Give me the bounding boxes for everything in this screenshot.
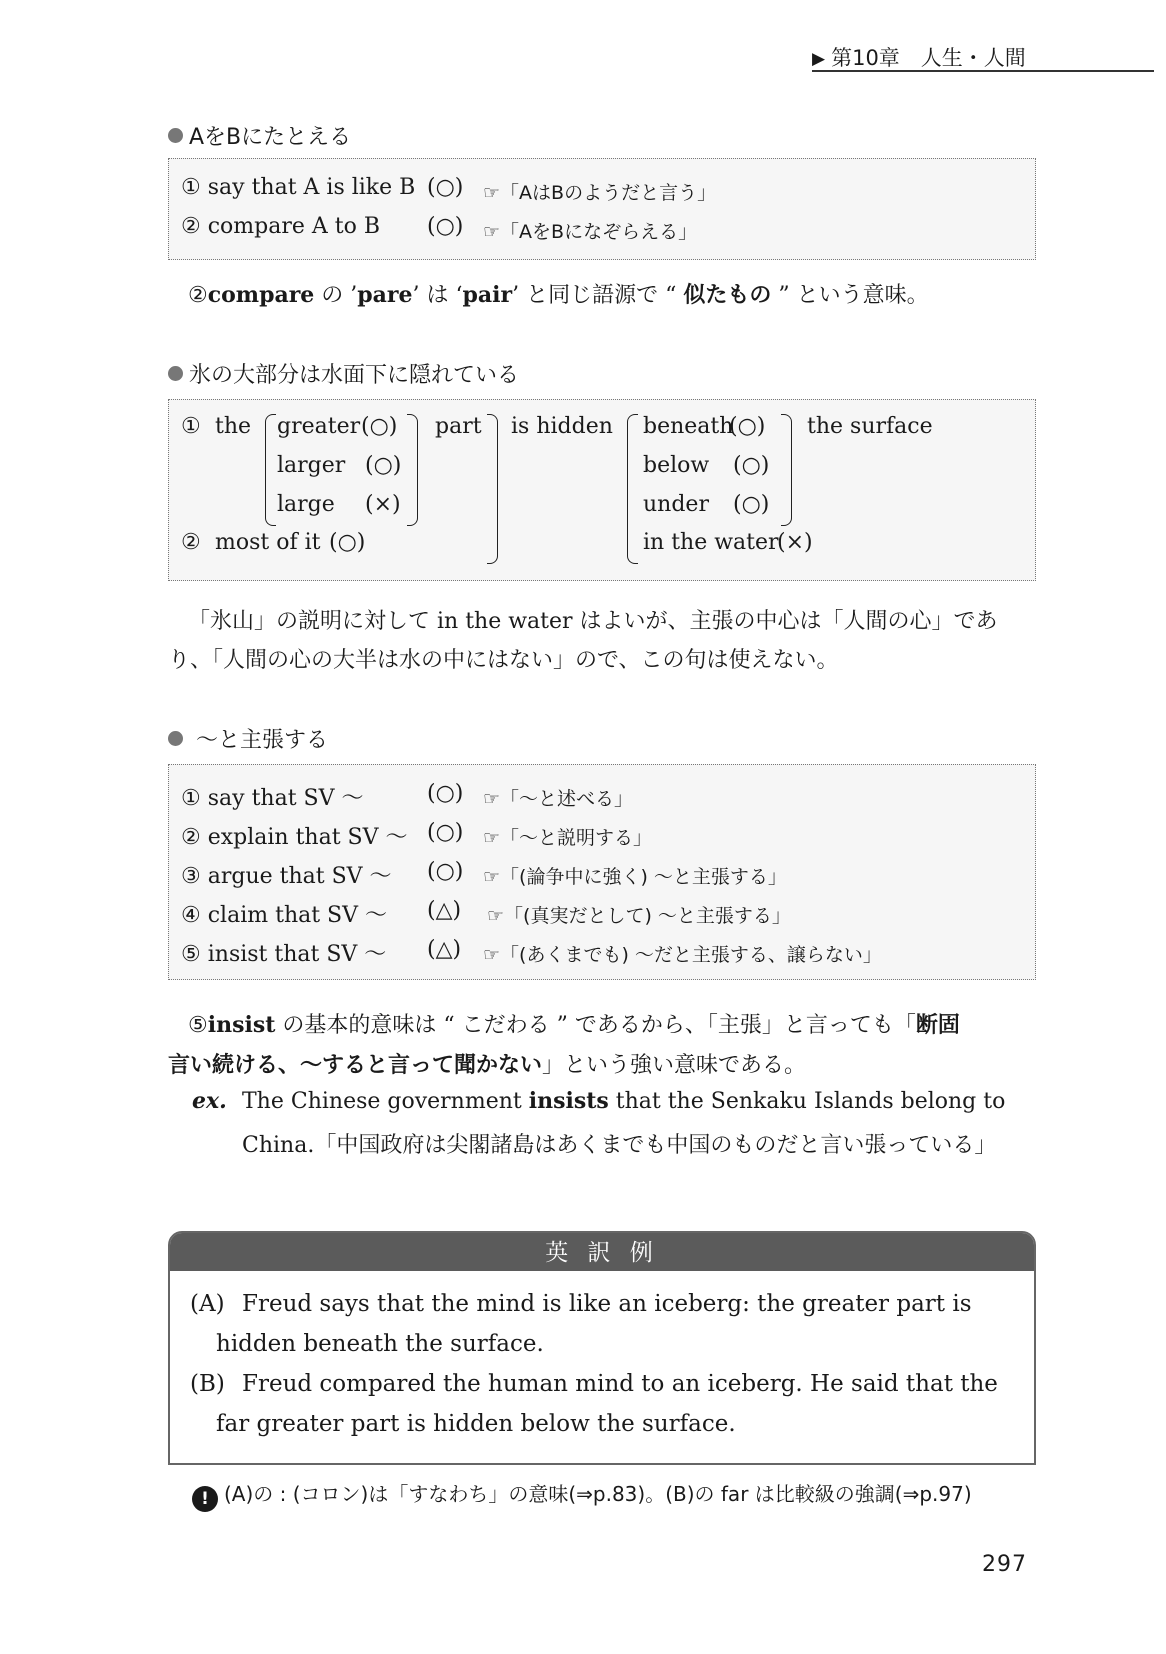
bullet-icon	[168, 731, 183, 746]
prep-option: beneath	[643, 414, 734, 439]
prep-mark: (○)	[733, 492, 770, 517]
word-the: the	[215, 414, 252, 439]
section-heading-2: 氷の大部分は水面下に隠れている	[168, 358, 519, 389]
running-header	[812, 42, 1026, 72]
usage-row: ② explain that SV ～	[181, 825, 408, 850]
usage-note: ☞「～と述べる」	[483, 788, 634, 810]
usage-row: ③ argue that SV ～	[181, 864, 392, 889]
prep-mark: (○)	[729, 414, 766, 439]
bracket-adj-open	[265, 414, 276, 526]
example-line2: China.「中国政府は尖閣諸島はあくまでも中国のものだと言い張っている」	[242, 1133, 997, 1158]
usage-note: ☞「AはBのようだと言う」	[483, 182, 717, 204]
bullet-icon	[168, 366, 183, 381]
usage-mark: (○)	[427, 214, 464, 239]
translation-example-box	[168, 1231, 1036, 1465]
page-number: 297	[982, 1552, 1027, 1577]
bullet-icon	[168, 128, 183, 143]
explanation-3-line2: 言い続ける、～すると言って聞かない」という強い意味である。	[168, 1052, 807, 1078]
translation-title: 英 訳 例	[170, 1233, 1034, 1271]
translation-a-line2: hidden beneath the surface.	[216, 1331, 544, 1357]
usage-row: ① say that SV ～	[181, 786, 364, 811]
usage-mark: (△)	[427, 898, 462, 923]
adj-mark: (○)	[361, 414, 398, 439]
chapter-title: 第10章 人生・人間	[831, 46, 1026, 70]
adj-mark: (○)	[365, 453, 402, 478]
usage-note: ☞「AをBになぞらえる」	[483, 221, 698, 243]
usage-row: ② compare A to B	[181, 214, 381, 239]
bracket-adj-close	[407, 414, 418, 526]
explanation-1: ②compare の ’pare’ は ‘pair’ と同じ語源で “ 似たもの ” という意味。	[188, 282, 929, 308]
usage-note: ☞「(論争中に強く) ～と主張する」	[483, 866, 787, 888]
footnote-text: (A)の : (コロン)は「すなわち」の意味(⇒p.83)。(B)の far は比較級の強調(⇒p.97)	[224, 1482, 972, 1506]
usage-mark: (○)	[427, 781, 464, 806]
bracket-prep-open	[627, 414, 638, 564]
adj-option: greater	[277, 414, 361, 439]
translation-a-line1: Freud says that the mind is like an iceberg: the greater part is	[242, 1291, 972, 1317]
translation-b-line1: Freud compared the human mind to an iceberg. He said that the	[242, 1371, 998, 1397]
header-rule	[812, 70, 1154, 72]
example-line1: The Chinese government insists that the Senkaku Islands belong to	[242, 1088, 1006, 1114]
prep-option: under	[643, 492, 709, 517]
usage-mark: (△)	[427, 937, 462, 962]
usage-mark: (○)	[427, 820, 464, 845]
usage-note: ☞「～と説明する」	[483, 827, 653, 849]
prep-mark: (○)	[733, 453, 770, 478]
explanation-3-line1: ⑤insist の基本的意味は “ こだわる ” であるから、「主張」と言っても「断固	[188, 1012, 960, 1038]
usage-row: ① say that A is like B	[181, 175, 416, 200]
most-mark: (○)	[329, 530, 366, 555]
header-triangle-icon: ▶	[812, 49, 826, 69]
usage-row: ⑤ insist that SV ～	[181, 942, 387, 967]
bracket-subject-close	[487, 414, 498, 564]
usage-box-2	[168, 399, 1036, 581]
translation-a-label: (A)	[190, 1291, 225, 1317]
word-part: part	[435, 414, 482, 439]
prep-option: in the water	[643, 530, 779, 555]
explanation-2-line2: り、「人間の心の大半は水の中にはない」ので、この句は使えない。	[168, 648, 839, 673]
phrase-is-hidden: is hidden	[511, 414, 613, 439]
adj-mark: (×)	[365, 492, 401, 517]
usage-row: ④ claim that SV ～	[181, 903, 388, 928]
explanation-2-line1: 「氷山」の説明に対して in the water はよいが、主張の中心は「人間の心」であ	[188, 609, 998, 634]
row-number: ①	[181, 414, 201, 439]
section-heading-3: ～と主張する	[168, 723, 328, 754]
usage-note: ☞「(真実だとして) ～と主張する」	[487, 905, 791, 927]
usage-note: ☞「(あくまでも) ～だと主張する、譲らない」	[483, 944, 882, 966]
adj-option: large	[277, 492, 335, 517]
row-number: ②	[181, 530, 201, 555]
translation-b-line2: far greater part is hidden below the surface.	[216, 1411, 736, 1437]
prep-mark: (×)	[777, 530, 813, 555]
phrase-most-of-it: most of it	[215, 530, 321, 555]
usage-mark: (○)	[427, 175, 464, 200]
usage-box-1	[168, 158, 1036, 260]
bracket-prep-inner-close	[781, 414, 792, 526]
usage-mark: (○)	[427, 859, 464, 884]
section-heading-1: AをBにたとえる	[168, 120, 351, 151]
usage-box-3	[168, 764, 1036, 980]
footnote	[192, 1478, 972, 1512]
example-label: ex.	[192, 1088, 227, 1114]
prep-option: below	[643, 453, 710, 478]
phrase-the-surface: the surface	[807, 414, 933, 439]
translation-b-label: (B)	[190, 1371, 225, 1397]
tip-icon: !	[192, 1486, 218, 1512]
adj-option: larger	[277, 453, 346, 478]
